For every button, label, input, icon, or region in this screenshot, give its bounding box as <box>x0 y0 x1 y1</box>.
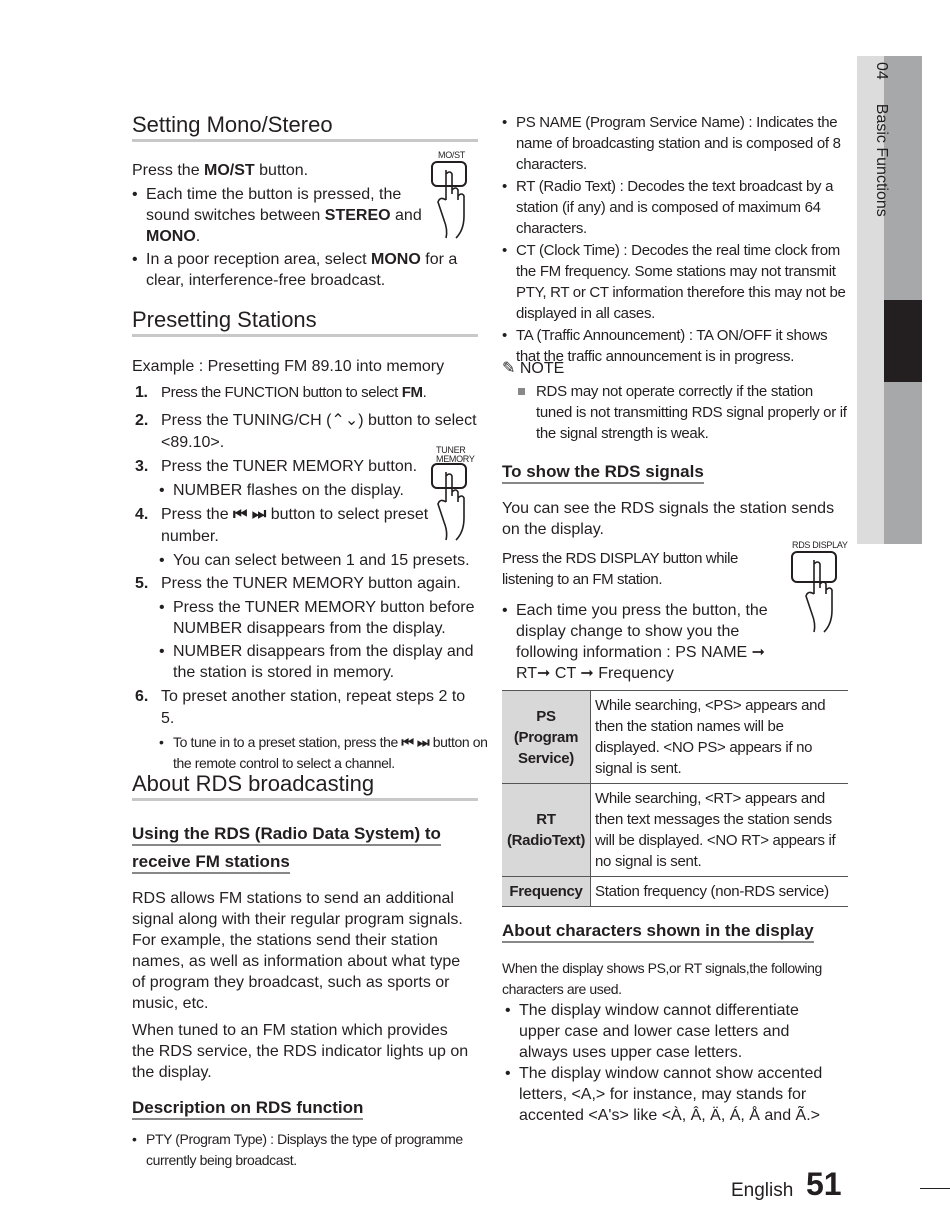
list-item: • PS NAME (Program Service Name) : Indicates the name of broadcasting station and is composed of 8 characters. <box>502 112 850 175</box>
table-cell: Station frequency (non-RDS service) <box>591 877 849 907</box>
list-item: • Each time the button is pressed, the sound switches between STEREO and MONO. <box>132 184 432 247</box>
footer-rule <box>920 1188 950 1189</box>
section-presetting <box>132 307 478 337</box>
table-row <box>502 877 848 907</box>
table-row-head: Frequency <box>502 877 591 907</box>
note-heading: ✎ NOTE <box>502 360 565 377</box>
list-item: 2. Press the TUNING/CH (⌃⌄) button to select <89.10>. <box>135 412 477 451</box>
heading-rds: About RDS broadcasting <box>132 771 478 801</box>
mono-bullet-2 <box>132 249 472 291</box>
show-rds-press: Press the RDS DISPLAY button while listening to an FM station. <box>502 550 738 588</box>
side-tab-marker <box>884 300 922 382</box>
rds-para-1: RDS allows FM stations to send an additional signal along with their regular program signals. For example, the stations send their station names, as well as information about what type of program they broadcast, such as sports or music, etc. <box>132 890 463 1012</box>
show-rds-bullet <box>502 600 786 684</box>
table-cell: While searching, <RT> appears and then text messages the station sends will be displayed. <NO RT> appears if no signal is sent. <box>591 784 849 877</box>
note-text: RDS may not operate correctly if the station tuned is not transmitting RDS signal properly or if the signal strength is weak. <box>502 381 850 444</box>
heading-rds-description: Description on RDS function <box>132 1094 478 1122</box>
list-item: • NUMBER flashes on the display. <box>159 480 482 501</box>
prev-next-icon: ⏮ ⏭ <box>233 506 267 523</box>
section-mono-stereo <box>132 112 478 142</box>
preset-example: Example : Presetting FM 89.10 into memory <box>132 358 445 375</box>
list-item: • CT (Clock Time) : Decodes the real time clock from the FM frequency. Some stations may not transmit PTY, RT or CT information therefore this may not be displayed in all cases. <box>502 240 850 324</box>
tuner-memory-button-illustration: TUNER MEMORY <box>420 446 480 542</box>
chapter-title: Basic Functions <box>873 103 890 217</box>
pencil-icon: ✎ <box>502 360 516 377</box>
up-down-arrow-icon: ⌃⌄ <box>331 412 359 429</box>
table-row <box>502 691 848 784</box>
list-item: 6. To preset another station, repeat steps 2 to 5. <box>135 688 466 727</box>
list-item: • To tune in to a preset station, press the ⏮ ⏭ button on the remote control to select a channel. <box>159 732 493 774</box>
mono-press-text: Press the MO/ST button. <box>132 162 309 179</box>
table-row-head: PS (Program Service) <box>502 691 591 784</box>
list-item: 3. Press the TUNER MEMORY button. <box>135 458 418 475</box>
chapter-number: 04 <box>873 62 890 80</box>
heading-using-rds: Using the RDS (Radio Data System) to receive FM stations <box>132 820 478 876</box>
list-item: • Press the TUNER MEMORY button before NUMBER disappears from the display. <box>159 597 479 639</box>
list-item: • PTY (Program Type) : Displays the type of programme currently being broadcast. <box>132 1129 472 1171</box>
footer-language: English <box>731 1180 794 1201</box>
rds-display-button-illustration: RDS DISPLAY <box>784 540 848 636</box>
heading-mono-stereo: Setting Mono/Stereo <box>132 112 478 142</box>
table-cell: While searching, <PS> appears and then the station names will be displayed. <NO PS> appears if no signal is sent. <box>591 691 849 784</box>
heading-characters: About characters shown in the display <box>502 917 848 945</box>
note-box <box>502 358 850 444</box>
list-item: • In a poor reception area, select MONO for a clear, interference-free broadcast. <box>132 249 472 291</box>
page-number: 51 <box>806 1166 842 1202</box>
list-item: 1. Press the FUNCTION button to select FM. <box>135 384 427 401</box>
list-item: 5. Press the TUNER MEMORY button again. <box>135 575 461 592</box>
rds-signal-table <box>502 690 848 907</box>
list-item: • The display window cannot show accented letters, <A,> for instance, may stands for accented <A's> like <À, Â, Ä, Á, Å and Ã.> <box>505 1063 835 1126</box>
table-row-head: RT (RadioText) <box>502 784 591 877</box>
chapter-label <box>870 62 890 217</box>
heading-presetting: Presetting Stations <box>132 307 478 337</box>
list-item: • TA (Traffic Announcement) : TA ON/OFF it shows that the traffic announcement is in progress. <box>502 325 850 367</box>
show-rds-intro: You can see the RDS signals the station sends on the display. <box>502 500 835 538</box>
mo-st-button-illustration: MO/ST <box>420 150 480 240</box>
list-item: • NUMBER disappears from the display and the station is stored in memory. <box>159 641 479 683</box>
pty-item <box>132 1129 472 1171</box>
list-item: • RT (Radio Text) : Decodes the text broadcast by a station (if any) and is composed of maximum 64 characters. <box>502 176 850 239</box>
characters-intro: When the display shows PS,or RT signals,the following characters are used. <box>502 960 822 997</box>
list-item: • The display window cannot differentiate upper case and lower case letters and always uses upper case letters. <box>505 1000 835 1063</box>
section-rds <box>132 771 478 801</box>
heading-show-rds: To show the RDS signals <box>502 458 848 486</box>
list-item: 4. Press the ⏮ ⏭ button to select preset number. <box>135 506 429 545</box>
prev-next-icon: ⏮ ⏭ <box>401 734 430 750</box>
mono-bullet-list <box>132 184 432 247</box>
list-item: • You can select between 1 and 15 presets. <box>159 550 482 571</box>
pressing-hand-icon <box>788 550 848 634</box>
rds-function-list <box>502 112 850 367</box>
characters-list <box>505 1000 835 1126</box>
table-row <box>502 784 848 877</box>
preset-steps <box>132 382 488 774</box>
rds-para-2: When tuned to an FM station which provides the RDS service, the RDS indicator lights up on the display. <box>132 1022 469 1081</box>
list-item: • Each time you press the button, the display change to show you the following information : PS NAME ➞ RT➞ CT ➞ Frequency <box>502 600 786 684</box>
